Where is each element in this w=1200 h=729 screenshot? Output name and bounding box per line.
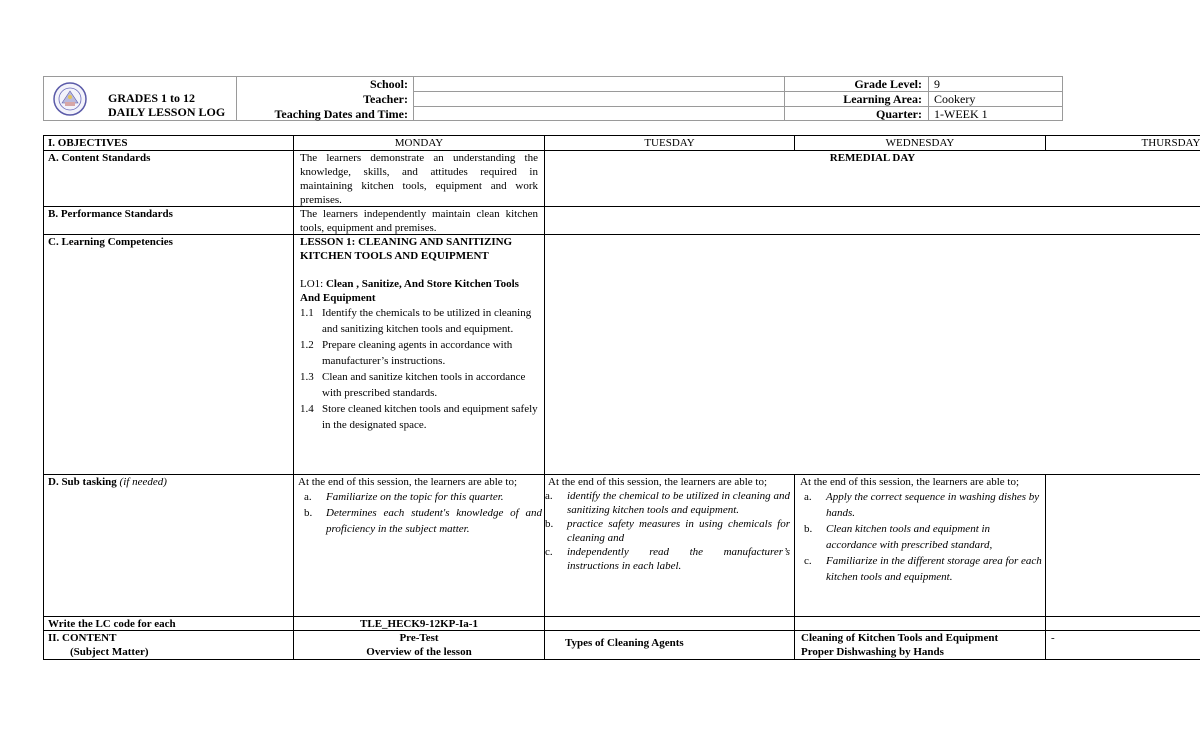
day-header-thursday: THURSDAY: [1141, 137, 1200, 149]
quarter-value: 1-WEEK 1: [934, 107, 988, 121]
objectives-heading: I. OBJECTIVES: [48, 137, 128, 149]
sub-task-item: c. Familiarize in the different storage area for each kitchen tools and equipment.: [804, 555, 1042, 583]
grades-title: GRADES 1 to 12: [108, 91, 196, 105]
subject-matter-label: (Subject Matter): [70, 646, 149, 658]
lo-prefix: LO1:: [300, 278, 324, 290]
sub-task-item: b. Determines each student's knowledge of and proficiency in the subject matter.: [304, 507, 542, 535]
sub-tasking-wednesday: At the end of this session, the learners are able to; a. Apply the correct sequence in washing dishes by hands. b. Clean kitchen tools and equipment in accordance with prescribed standard, c. Familiarize in the different storage area for each kitchen tools and equipment.: [800, 476, 1042, 583]
day-header-monday: MONDAY: [394, 137, 444, 149]
sub-task-item: b. practice safety measures in using chemicals for cleaning and: [545, 518, 790, 544]
daily-lesson-log-title: DAILY LESSON LOG: [108, 105, 226, 119]
performance-standards-monday: The learners independently maintain clean kitchen tools, equipment and premises.: [300, 208, 538, 234]
lo-title: Clean , Sanitize, And Store Kitchen Tools And Equipment: [300, 278, 519, 304]
sub-task-item: a. Apply the correct sequence in washing dishes by hands.: [804, 491, 1040, 519]
sub-tasking-monday: [298, 475, 542, 537]
competency-item: 1.3 Clean and sanitize kitchen tools in accordance with prescribed standards.: [300, 371, 526, 399]
learning-area-label: Learning Area:: [843, 92, 922, 106]
lc-code-monday: TLE_HECK9-12KP-Ia-1: [360, 618, 478, 630]
deped-seal-icon: [48, 81, 92, 117]
sub-task-item: a. identify the chemical to be utilized in cleaning and sanitizing kitchen tools and equipment.: [545, 490, 790, 516]
competency-item: 1.4 Store cleaned kitchen tools and equipment safely in the designated space.: [300, 403, 538, 431]
quarter-label: Quarter:: [876, 107, 922, 121]
performance-standards-label: B. Performance Standards: [48, 208, 173, 220]
content-standards-label: A. Content Standards: [48, 152, 151, 164]
day-header-tuesday: TUESDAY: [644, 137, 695, 149]
lesson-title: LESSON 1: CLEANING AND SANITIZING KITCHEN TOOLS AND EQUIPMENT: [300, 236, 513, 262]
school-label: School:: [369, 77, 408, 91]
competency-item: 1.1 Identify the chemicals to be utilized in cleaning and sanitizing kitchen tools and equipment.: [300, 307, 532, 335]
remedial-day-label: REMEDIAL DAY: [829, 152, 916, 164]
learning-competencies-monday: [300, 235, 540, 433]
lc-code-label: Write the LC code for each: [48, 618, 176, 630]
sub-tasking-label: D. Sub tasking (if needed): [48, 476, 167, 488]
content-wednesday: Cleaning of Kitchen Tools and Equipment Proper Dishwashing by Hands: [801, 632, 999, 658]
day-header-wednesday: WEDNESDAY: [885, 137, 955, 149]
dll-title: [108, 91, 225, 119]
sub-task-item: b. Clean kitchen tools and equipment in accordance with prescribed standard,: [804, 523, 993, 551]
grade-level-label: Grade Level:: [854, 77, 922, 91]
content-standards-monday: The learners demonstrate an understanding the knowledge, skills, and attitudes required in maintaining kitchen tools, equipment and work premises.: [300, 152, 538, 206]
content-label: II. CONTENT (Subject Matter): [48, 631, 288, 659]
content-monday: Pre-Test Overview of the lesson: [366, 632, 472, 658]
learning-area-value: Cookery: [934, 92, 976, 106]
learning-objective: [300, 277, 540, 305]
grade-level-value: 9: [934, 77, 940, 91]
sub-tasking-tuesday: At the end of this session, the learners are able to; a. identify the chemical to be utilized in cleaning and sanitizing kitchen tools and equipment. b. practice safety measures in using chemicals for cleaning and c. independently read the manufacturer’s instructions in each label.: [545, 476, 790, 572]
sub-task-item: a. Familiarize on the topic for this quarter.: [304, 491, 504, 503]
sub-tasking-intro: At the end of this session, the learners are able to;: [298, 476, 518, 488]
teacher-label: Teacher:: [363, 92, 408, 106]
teaching-dates-label: Teaching Dates and Time:: [274, 107, 408, 121]
sub-task-item: c. independently read the manufacturer’s instructions in each label.: [545, 546, 790, 572]
content-tuesday: Types of Cleaning Agents: [565, 637, 684, 649]
header-block: [43, 76, 1063, 121]
content-thursday: -: [1051, 632, 1055, 644]
competency-item: 1.2 Prepare cleaning agents in accordance with manufacturer’s instructions.: [300, 339, 513, 367]
sub-tasking-note: (if needed): [119, 476, 167, 488]
learning-competencies-label: C. Learning Competencies: [48, 236, 173, 248]
